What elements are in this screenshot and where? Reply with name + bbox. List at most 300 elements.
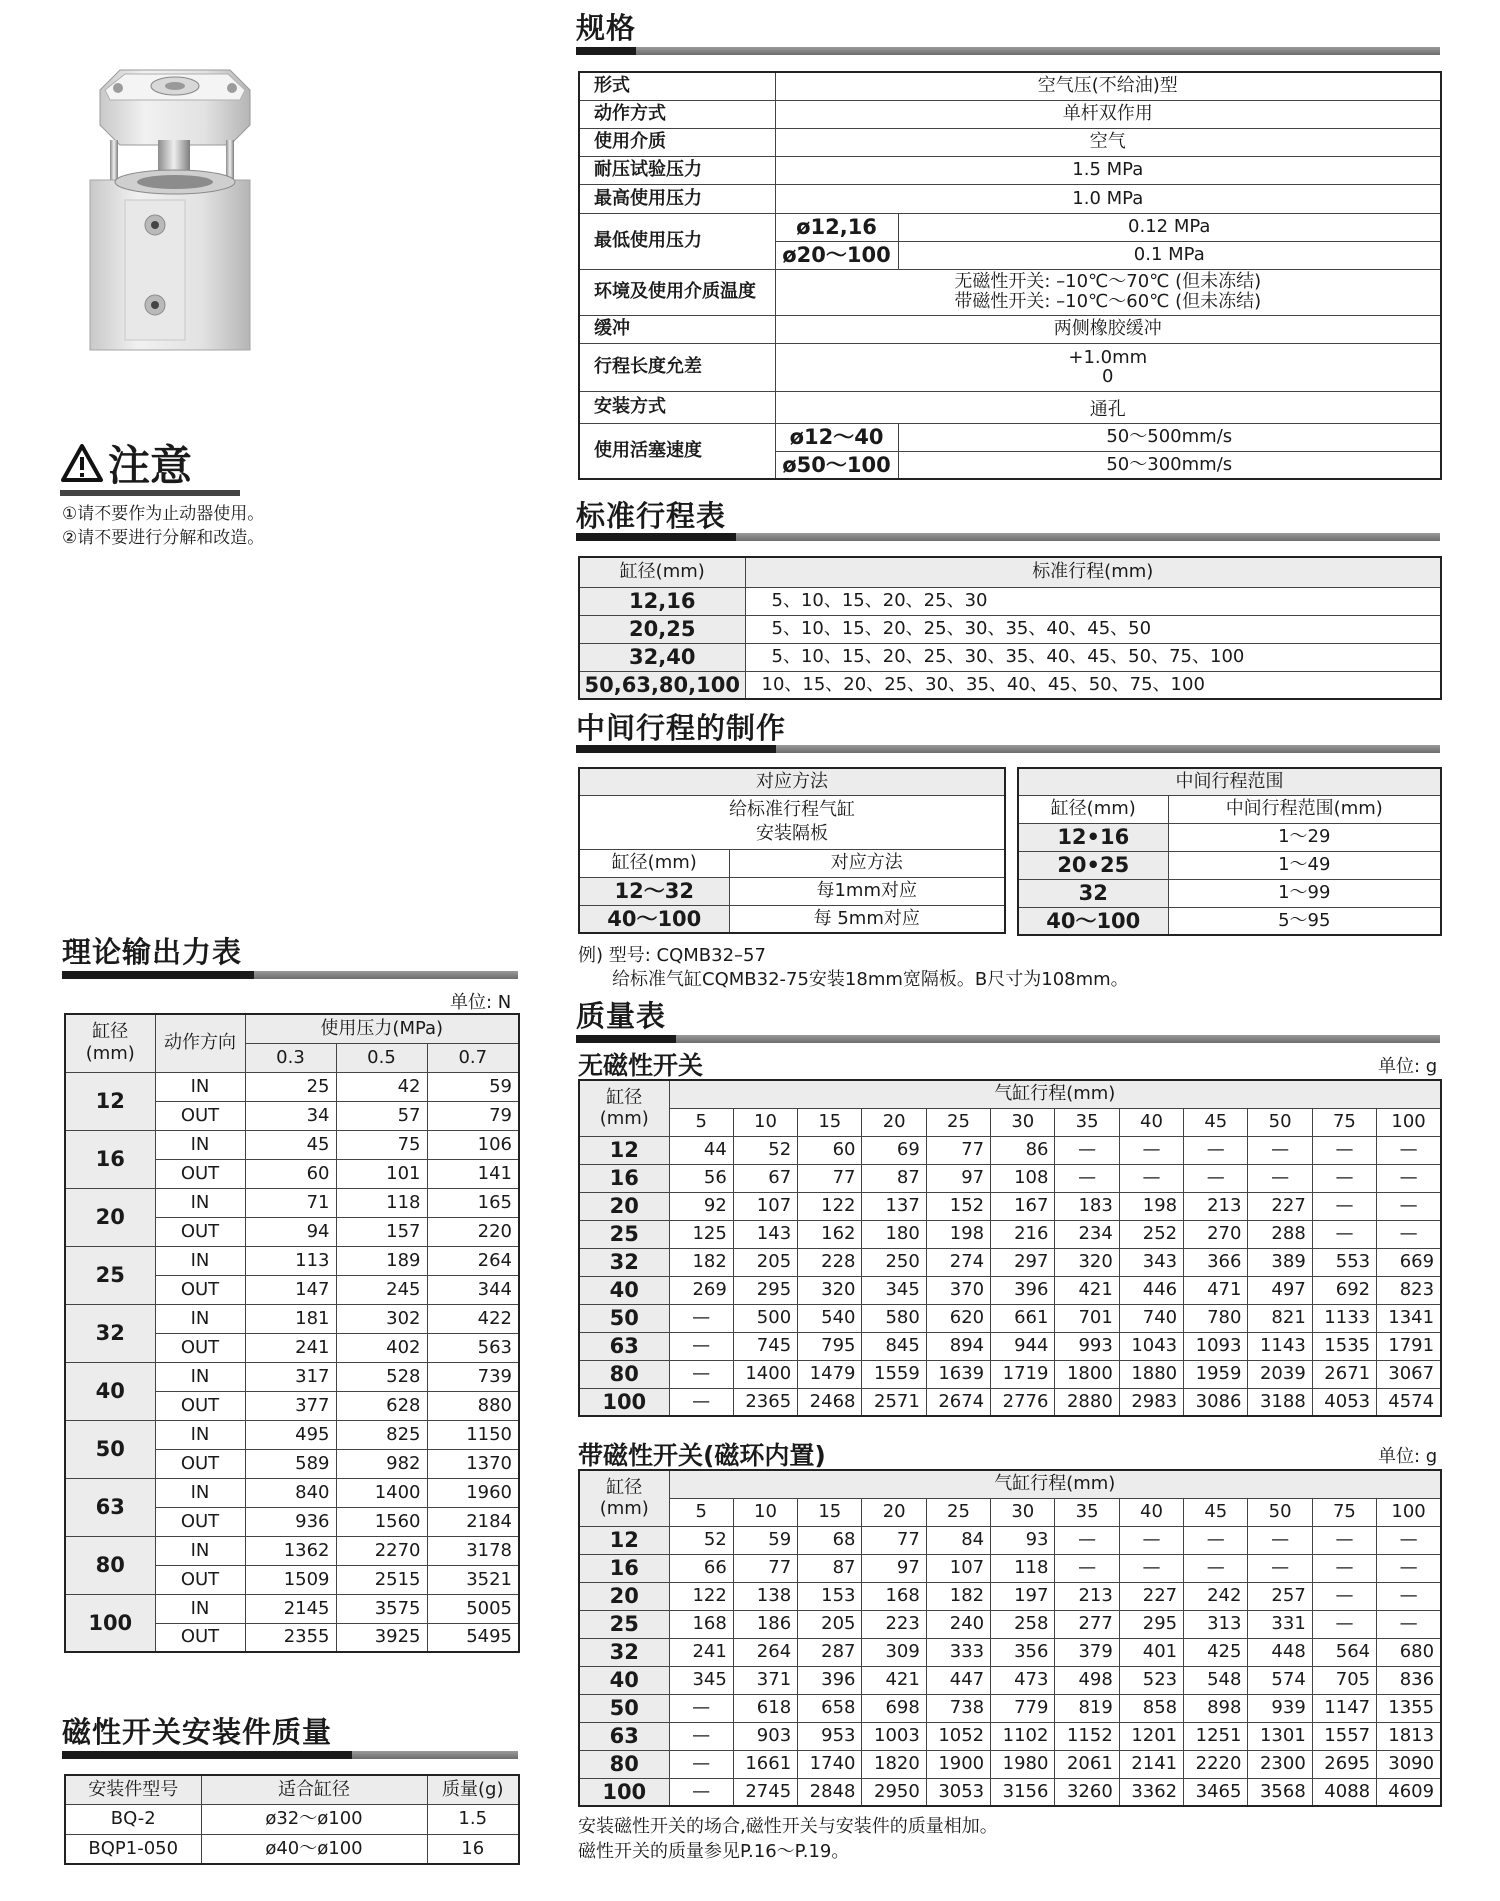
std-stroke-values: 5、10、15、20、25、30、35、40、45、50 — [745, 615, 1441, 643]
mass-value: 356 — [991, 1638, 1055, 1666]
mass-value: 92 — [669, 1192, 733, 1220]
force-direction: OUT — [155, 1275, 245, 1304]
mass-value: 574 — [1248, 1666, 1312, 1694]
mass-value: — — [1055, 1526, 1119, 1554]
mass-stroke-value: 35 — [1055, 1108, 1119, 1136]
mid-method-value: 每 5mm对应 — [729, 905, 1005, 933]
force-value: 739 — [427, 1362, 519, 1391]
force-value: 589 — [245, 1449, 336, 1478]
force-value: 344 — [427, 1275, 519, 1304]
mass-value: 107 — [733, 1192, 797, 1220]
mass-value: — — [1312, 1164, 1376, 1192]
mount-mass-bore: ø32～ø100 — [201, 1804, 427, 1834]
force-value: 825 — [336, 1420, 427, 1449]
mass-stroke-value: 100 — [1377, 1498, 1441, 1526]
mass-value: 1479 — [798, 1360, 862, 1388]
force-value: 422 — [427, 1304, 519, 1333]
spec-label: 最高使用压力 — [579, 184, 775, 213]
mass-value: 898 — [1184, 1694, 1248, 1722]
mass-value: 1355 — [1377, 1694, 1441, 1722]
mass-value: 234 — [1055, 1220, 1119, 1248]
mass-value: — — [1184, 1554, 1248, 1582]
force-direction: IN — [155, 1420, 245, 1449]
mass-value: 523 — [1119, 1666, 1183, 1694]
mass-value: 1791 — [1377, 1332, 1441, 1360]
mass-value: 1719 — [991, 1360, 1055, 1388]
spec-value: 通孔 — [775, 391, 1441, 423]
force-pressure-header: 使用压力(MPa) — [245, 1014, 519, 1043]
mount-mass-model: BQ-2 — [65, 1804, 201, 1834]
mass-value: 198 — [926, 1220, 990, 1248]
force-bore: 80 — [65, 1536, 155, 1594]
force-table — [64, 1013, 520, 1653]
mass-value: 1147 — [1312, 1694, 1376, 1722]
mass-bore: 63 — [579, 1332, 669, 1360]
force-direction: IN — [155, 1594, 245, 1623]
force-direction: OUT — [155, 1565, 245, 1594]
spec-value: 空气 — [775, 128, 1441, 156]
mass-value: 2141 — [1119, 1750, 1183, 1778]
mass-value: — — [1377, 1554, 1441, 1582]
mass-value: 118 — [991, 1554, 1055, 1582]
mass-value: 345 — [862, 1276, 926, 1304]
mass-value: 498 — [1055, 1666, 1119, 1694]
mount-mass-model: BQP1-050 — [65, 1834, 201, 1864]
spec-table — [578, 71, 1442, 480]
mass-value: — — [1312, 1136, 1376, 1164]
mass-value: 3260 — [1055, 1778, 1119, 1806]
mass-bore: 80 — [579, 1360, 669, 1388]
force-value: 75 — [336, 1130, 427, 1159]
mass-value: 1341 — [1377, 1304, 1441, 1332]
compact-guide-cylinder-illustration — [80, 60, 260, 360]
mass-value: 241 — [669, 1638, 733, 1666]
std-stroke-values: 5、10、15、20、25、30、35、40、45、50、75、100 — [745, 643, 1441, 671]
mid-stroke-title: 中间行程的制作 — [576, 711, 787, 745]
spec-value: 1.0 MPa — [775, 184, 1441, 213]
mass-value: 125 — [669, 1220, 733, 1248]
mass-value: 738 — [926, 1694, 990, 1722]
force-value: 59 — [427, 1072, 519, 1101]
spec-value: 1.5 MPa — [775, 156, 1441, 184]
mass-value: 309 — [862, 1638, 926, 1666]
mass-value: 56 — [669, 1164, 733, 1192]
mass-value: 1980 — [991, 1750, 1055, 1778]
mass-value: 257 — [1248, 1582, 1312, 1610]
force-value: 141 — [427, 1159, 519, 1188]
force-value: 5005 — [427, 1594, 519, 1623]
mass-value: 52 — [733, 1136, 797, 1164]
spec-label: 环境及使用介质温度 — [579, 269, 775, 315]
force-pressure-value: 0.5 — [336, 1043, 427, 1072]
force-value: 2515 — [336, 1565, 427, 1594]
mass-value: 564 — [1312, 1638, 1376, 1666]
mass-value: 1043 — [1119, 1332, 1183, 1360]
mass-bore: 20 — [579, 1582, 669, 1610]
mass-value: 77 — [862, 1526, 926, 1554]
mass-value: 66 — [669, 1554, 733, 1582]
mid-range-bore: 40～100 — [1018, 907, 1168, 935]
force-value: 34 — [245, 1101, 336, 1130]
mass-value: — — [1377, 1220, 1441, 1248]
mass-bore: 100 — [579, 1778, 669, 1806]
force-value: 45 — [245, 1130, 336, 1159]
mass-value: 669 — [1377, 1248, 1441, 1276]
mount-mass-rule — [62, 1751, 518, 1759]
mass-value: 1102 — [991, 1722, 1055, 1750]
mid-stroke-example-2: 给标准气缸CQMB32-75安装18mm宽隔板。B尺寸为108mm。 — [612, 969, 1129, 990]
mass-no-switch-unit: 单位: g — [1378, 1056, 1438, 1077]
mid-range-header: 中间行程范围 — [1018, 768, 1441, 795]
mass-value: — — [1248, 1164, 1312, 1192]
mass-value: 180 — [862, 1220, 926, 1248]
std-stroke-table — [578, 556, 1442, 700]
mass-value: 1133 — [1312, 1304, 1376, 1332]
mid-method-col-header: 缸径(mm) — [579, 849, 729, 877]
mass-value: 228 — [798, 1248, 862, 1276]
mount-mass-title: 磁性开关安装件质量 — [62, 1715, 333, 1749]
mid-range-col-header: 中间行程范围(mm) — [1168, 795, 1441, 823]
mid-method-bore: 12～32 — [579, 877, 729, 905]
product-photo — [80, 60, 260, 360]
mass-bore: 50 — [579, 1304, 669, 1332]
mass-stroke-value: 15 — [798, 1498, 862, 1526]
mass-value: 2950 — [862, 1778, 926, 1806]
force-value: 1960 — [427, 1478, 519, 1507]
mid-range-value: 1～29 — [1168, 823, 1441, 851]
force-direction: IN — [155, 1130, 245, 1159]
force-direction: OUT — [155, 1391, 245, 1420]
caution-item-1: ①请不要作为止动器使用。 — [62, 504, 265, 524]
spec-value: 50～300mm/s — [898, 451, 1441, 479]
mass-value: 4053 — [1312, 1388, 1376, 1416]
mass-value: 1959 — [1184, 1360, 1248, 1388]
spec-value: 0.12 MPa — [898, 213, 1441, 241]
mass-value: 3465 — [1184, 1778, 1248, 1806]
mass-value: 270 — [1184, 1220, 1248, 1248]
force-value: 113 — [245, 1246, 336, 1275]
mass-value: 242 — [1184, 1582, 1248, 1610]
mass-stroke-value: 75 — [1312, 1498, 1376, 1526]
mass-value: 701 — [1055, 1304, 1119, 1332]
mass-value: 1301 — [1248, 1722, 1312, 1750]
mass-value: 845 — [862, 1332, 926, 1360]
spec-sublabel: ø50～100 — [775, 451, 898, 479]
mass-value: 425 — [1184, 1638, 1248, 1666]
mass-value: 540 — [798, 1304, 862, 1332]
mass-value: 548 — [1184, 1666, 1248, 1694]
spec-value: 无磁性开关: –10℃～70℃ (但未冻结) — [954, 271, 1262, 292]
mid-method-col-header: 对应方法 — [729, 849, 1005, 877]
mass-value: 2848 — [798, 1778, 862, 1806]
mass-value: 168 — [862, 1582, 926, 1610]
mass-value: 227 — [1248, 1192, 1312, 1220]
mass-value: — — [1119, 1526, 1183, 1554]
force-value: 936 — [245, 1507, 336, 1536]
mass-value: 84 — [926, 1526, 990, 1554]
mass-value: 3362 — [1119, 1778, 1183, 1806]
mass-value: 320 — [798, 1276, 862, 1304]
mass-value: 836 — [1377, 1666, 1441, 1694]
mass-value: 3188 — [1248, 1388, 1312, 1416]
force-value: 3521 — [427, 1565, 519, 1594]
mass-stroke-value: 45 — [1184, 1498, 1248, 1526]
mass-no-switch-table — [578, 1079, 1442, 1417]
mass-value: — — [669, 1304, 733, 1332]
mass-value: 3053 — [926, 1778, 990, 1806]
mass-value: 421 — [862, 1666, 926, 1694]
mass-bore: 100 — [579, 1388, 669, 1416]
force-value: 402 — [336, 1333, 427, 1362]
spec-title: 规格 — [576, 11, 637, 45]
mass-value: 77 — [798, 1164, 862, 1192]
mass-value: 944 — [991, 1332, 1055, 1360]
mass-bore: 50 — [579, 1694, 669, 1722]
force-direction: IN — [155, 1188, 245, 1217]
force-value: 982 — [336, 1449, 427, 1478]
mass-value: 1251 — [1184, 1722, 1248, 1750]
mass-value: 894 — [926, 1332, 990, 1360]
spec-label: 动作方式 — [579, 100, 775, 128]
force-value: 1362 — [245, 1536, 336, 1565]
mass-bore-header-unit: (mm) — [599, 1108, 649, 1130]
mass-bore: 16 — [579, 1164, 669, 1192]
mass-value: — — [1184, 1526, 1248, 1554]
mass-bore: 40 — [579, 1276, 669, 1304]
mass-value: 421 — [1055, 1276, 1119, 1304]
force-value: 317 — [245, 1362, 336, 1391]
spec-label: 形式 — [579, 72, 775, 100]
force-value: 181 — [245, 1304, 336, 1333]
std-stroke-rule — [576, 533, 1440, 541]
spec-label: 安装方式 — [579, 391, 775, 423]
mass-value: 4088 — [1312, 1778, 1376, 1806]
force-pressure-value: 0.3 — [245, 1043, 336, 1072]
force-value: 528 — [336, 1362, 427, 1391]
force-value: 157 — [336, 1217, 427, 1246]
mass-value: 903 — [733, 1722, 797, 1750]
force-value: 147 — [245, 1275, 336, 1304]
mass-bore-header-unit: (mm) — [599, 1498, 649, 1520]
mass-value: 448 — [1248, 1638, 1312, 1666]
mass-value: 620 — [926, 1304, 990, 1332]
mass-stroke-value: 20 — [862, 1108, 926, 1136]
mass-value: 553 — [1312, 1248, 1376, 1276]
mass-value: 2880 — [1055, 1388, 1119, 1416]
mass-value: — — [1184, 1136, 1248, 1164]
mass-value: 2983 — [1119, 1388, 1183, 1416]
spec-value: +1.0mm — [1068, 347, 1148, 368]
spec-label: 最低使用压力 — [579, 213, 775, 269]
mass-value: — — [1377, 1136, 1441, 1164]
mass-value: 277 — [1055, 1610, 1119, 1638]
spec-label: 使用活塞速度 — [579, 423, 775, 479]
mass-value: 162 — [798, 1220, 862, 1248]
mid-method-desc: 安装隔板 — [756, 823, 828, 844]
mass-stroke-value: 40 — [1119, 1498, 1183, 1526]
mass-value: — — [669, 1360, 733, 1388]
force-title: 理论输出力表 — [62, 935, 243, 969]
mass-stroke-value: 15 — [798, 1108, 862, 1136]
mass-value: 77 — [733, 1554, 797, 1582]
mass-value: 2468 — [798, 1388, 862, 1416]
mass-bore: 25 — [579, 1220, 669, 1248]
mass-note-2: 磁性开关的质量参见P.16～P.19。 — [578, 1841, 850, 1862]
mass-value: 1740 — [798, 1750, 862, 1778]
mass-value: — — [1248, 1136, 1312, 1164]
mass-value: 2745 — [733, 1778, 797, 1806]
mass-value: — — [1377, 1192, 1441, 1220]
force-bore: 63 — [65, 1478, 155, 1536]
force-value: 1150 — [427, 1420, 519, 1449]
mass-value: 122 — [798, 1192, 862, 1220]
mass-value: 240 — [926, 1610, 990, 1638]
force-value: 2355 — [245, 1623, 336, 1652]
mass-value: 182 — [926, 1582, 990, 1610]
mass-value: 370 — [926, 1276, 990, 1304]
mass-stroke-value: 20 — [862, 1498, 926, 1526]
mass-value: 858 — [1119, 1694, 1183, 1722]
mass-value: 371 — [733, 1666, 797, 1694]
mass-stroke-value: 45 — [1184, 1108, 1248, 1136]
force-value: 245 — [336, 1275, 427, 1304]
mass-value: — — [1248, 1526, 1312, 1554]
force-bore: 32 — [65, 1304, 155, 1362]
mass-value: 745 — [733, 1332, 797, 1360]
force-value: 106 — [427, 1130, 519, 1159]
mass-value: 167 — [991, 1192, 1055, 1220]
force-value: 1560 — [336, 1507, 427, 1536]
mid-range-col-header: 缸径(mm) — [1018, 795, 1168, 823]
force-bore: 12 — [65, 1072, 155, 1130]
mass-value: 343 — [1119, 1248, 1183, 1276]
mass-stroke-value: 50 — [1248, 1498, 1312, 1526]
std-stroke-bore: 12,16 — [579, 587, 745, 615]
mass-value: 288 — [1248, 1220, 1312, 1248]
mass-value: — — [1377, 1526, 1441, 1554]
mount-mass-bore: ø40～ø100 — [201, 1834, 427, 1864]
mass-value: 2220 — [1184, 1750, 1248, 1778]
mid-stroke-example-1: 例) 型号: CQMB32–57 — [578, 945, 766, 966]
mass-value: — — [1377, 1582, 1441, 1610]
mass-value: — — [1312, 1554, 1376, 1582]
mass-value: 389 — [1248, 1248, 1312, 1276]
mass-value: 67 — [733, 1164, 797, 1192]
mass-bore: 63 — [579, 1722, 669, 1750]
mid-method-desc: 给标准行程气缸 — [729, 799, 855, 820]
force-direction: OUT — [155, 1217, 245, 1246]
force-value: 563 — [427, 1333, 519, 1362]
mass-value: 97 — [862, 1554, 926, 1582]
std-stroke-title: 标准行程表 — [576, 499, 727, 533]
mass-stroke-value: 30 — [991, 1108, 1055, 1136]
mid-range-value: 1～99 — [1168, 879, 1441, 907]
force-value: 220 — [427, 1217, 519, 1246]
mass-value: 264 — [733, 1638, 797, 1666]
mass-stroke-value: 10 — [733, 1108, 797, 1136]
mass-value: 396 — [798, 1666, 862, 1694]
mass-value: 1535 — [1312, 1332, 1376, 1360]
force-value: 241 — [245, 1333, 336, 1362]
mass-value: 205 — [798, 1610, 862, 1638]
force-value: 377 — [245, 1391, 336, 1420]
spec-value: 两侧橡胶缓冲 — [775, 315, 1441, 343]
mid-range-value: 1～49 — [1168, 851, 1441, 879]
mass-value: 993 — [1055, 1332, 1119, 1360]
mass-value: 182 — [669, 1248, 733, 1276]
mass-value: 107 — [926, 1554, 990, 1582]
mass-value: 4574 — [1377, 1388, 1441, 1416]
warning-triangle-icon — [60, 443, 104, 483]
mass-value: 580 — [862, 1304, 926, 1332]
mid-stroke-method-table — [578, 767, 1006, 934]
std-stroke-header: 标准行程(mm) — [745, 557, 1441, 587]
mass-with-switch-title: 带磁性开关(磁环内置) — [578, 1441, 826, 1470]
mass-value: 3067 — [1377, 1360, 1441, 1388]
force-value: 2184 — [427, 1507, 519, 1536]
force-value: 42 — [336, 1072, 427, 1101]
spec-label: 行程长度允差 — [579, 343, 775, 391]
force-value: 880 — [427, 1391, 519, 1420]
mass-value: 320 — [1055, 1248, 1119, 1276]
force-value: 1370 — [427, 1449, 519, 1478]
mass-value: 795 — [798, 1332, 862, 1360]
mass-value: 269 — [669, 1276, 733, 1304]
mass-value: 197 — [991, 1582, 1055, 1610]
force-direction: IN — [155, 1362, 245, 1391]
mass-value: — — [1312, 1526, 1376, 1554]
mass-stroke-value: 5 — [669, 1498, 733, 1526]
force-value: 189 — [336, 1246, 427, 1275]
mass-value: — — [669, 1332, 733, 1360]
mass-value: 2695 — [1312, 1750, 1376, 1778]
mid-stroke-rule — [576, 745, 1440, 753]
mass-value: 138 — [733, 1582, 797, 1610]
mass-value: 274 — [926, 1248, 990, 1276]
force-value: 3925 — [336, 1623, 427, 1652]
mass-value: 86 — [991, 1136, 1055, 1164]
mid-stroke-range-table — [1017, 767, 1442, 936]
mass-value: — — [1055, 1554, 1119, 1582]
mass-value: 3090 — [1377, 1750, 1441, 1778]
mass-value: — — [1312, 1610, 1376, 1638]
mass-value: — — [669, 1694, 733, 1722]
mass-value: 692 — [1312, 1276, 1376, 1304]
mass-bore: 32 — [579, 1638, 669, 1666]
mid-range-value: 5～95 — [1168, 907, 1441, 935]
mount-mass-header: 质量(g) — [427, 1775, 519, 1804]
mass-value: 1052 — [926, 1722, 990, 1750]
mass-value: — — [1248, 1554, 1312, 1582]
spec-sublabel: ø20～100 — [775, 241, 898, 269]
mass-stroke-value: 100 — [1377, 1108, 1441, 1136]
mass-value: 658 — [798, 1694, 862, 1722]
mass-value: 87 — [862, 1164, 926, 1192]
mass-value: 213 — [1055, 1582, 1119, 1610]
mass-value: 1201 — [1119, 1722, 1183, 1750]
mass-value: — — [1312, 1582, 1376, 1610]
caution-rule — [60, 490, 240, 496]
spec-sublabel: ø12～40 — [775, 423, 898, 451]
caution-title: 注意 — [108, 441, 193, 490]
mount-mass-header: 安装件型号 — [65, 1775, 201, 1804]
mass-value: 2300 — [1248, 1750, 1312, 1778]
mass-value: 52 — [669, 1526, 733, 1554]
force-value: 79 — [427, 1101, 519, 1130]
mass-value: 500 — [733, 1304, 797, 1332]
mass-stroke-value: 25 — [926, 1108, 990, 1136]
mass-value: 168 — [669, 1610, 733, 1638]
